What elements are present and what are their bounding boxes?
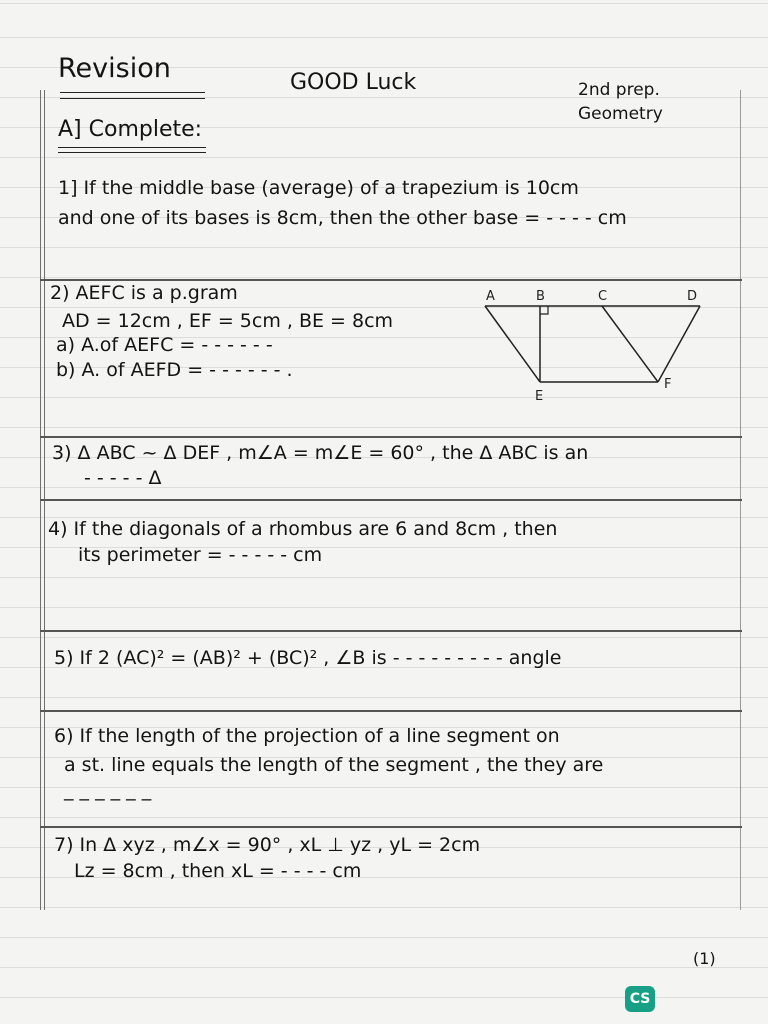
question-4-line-2: its perimeter = - - - - - cm [78,544,323,566]
vertex-b-label: B [536,289,545,304]
question-7-line-1: 7) In Δ xyz , m∠x = 90° , xL ⊥ yz , yL = 2cm [54,834,481,856]
question-7-line-2: Lz = 8cm , then xL = - - - - cm [74,860,362,882]
question-2-line-4: b) A. of AEFD = - - - - - - . [56,359,293,381]
question-2-line-3: a) A.of AEFC = - - - - - - [56,334,273,356]
question-3-line-1: 3) Δ ABC ~ Δ DEF , m∠A = m∠E = 60° , the Δ ABC is an [52,442,589,464]
parallelogram-figure [480,286,710,404]
vertex-e-label: E [535,389,544,404]
divider [40,630,742,632]
section-heading-underline [58,147,206,153]
question-2-line-1: 2) AEFC is a p.gram [50,282,238,304]
vertex-a-label: A [486,289,495,304]
vertex-d-label: D [687,289,698,304]
question-6-line-3: _ _ _ _ _ _ [64,779,152,801]
grade-label: 2nd prep. [578,80,660,100]
page-title: Revision [58,53,171,84]
vertex-c-label: C [598,289,608,304]
question-3-line-2: - - - - - Δ [84,467,162,489]
question-1-line-2: and one of its bases is 8cm, then the other base = - - - - cm [58,207,627,229]
subject-label: Geometry [578,104,663,124]
question-4-line-1: 4) If the diagonals of a rhombus are 6 and 8cm , then [48,518,558,540]
good-luck-text: GOOD Luck [290,70,417,95]
question-6-line-1: 6) If the length of the projection of a line segment on [54,725,560,747]
divider [40,826,742,828]
question-2-line-2: AD = 12cm , EF = 5cm , BE = 8cm [62,310,394,332]
question-5-line-1: 5) If 2 (AC)² = (AB)² + (BC)² , ∠B is - - - - - - - - - angle [54,647,562,669]
question-6-line-2: a st. line equals the length of the segment , the they are [64,754,604,776]
question-1-line-1: 1] If the middle base (average) of a trapezium is 10cm [58,177,579,199]
section-heading: A] Complete: [58,117,203,142]
camscanner-logo: CS [625,986,655,1012]
title-underline [60,92,205,99]
divider [40,710,742,712]
page-number: (1) [693,949,716,968]
divider [40,499,742,501]
divider [40,436,742,438]
vertex-f-label: F [664,377,672,392]
parallelogram-diagram [480,286,710,404]
course-info [578,78,663,126]
